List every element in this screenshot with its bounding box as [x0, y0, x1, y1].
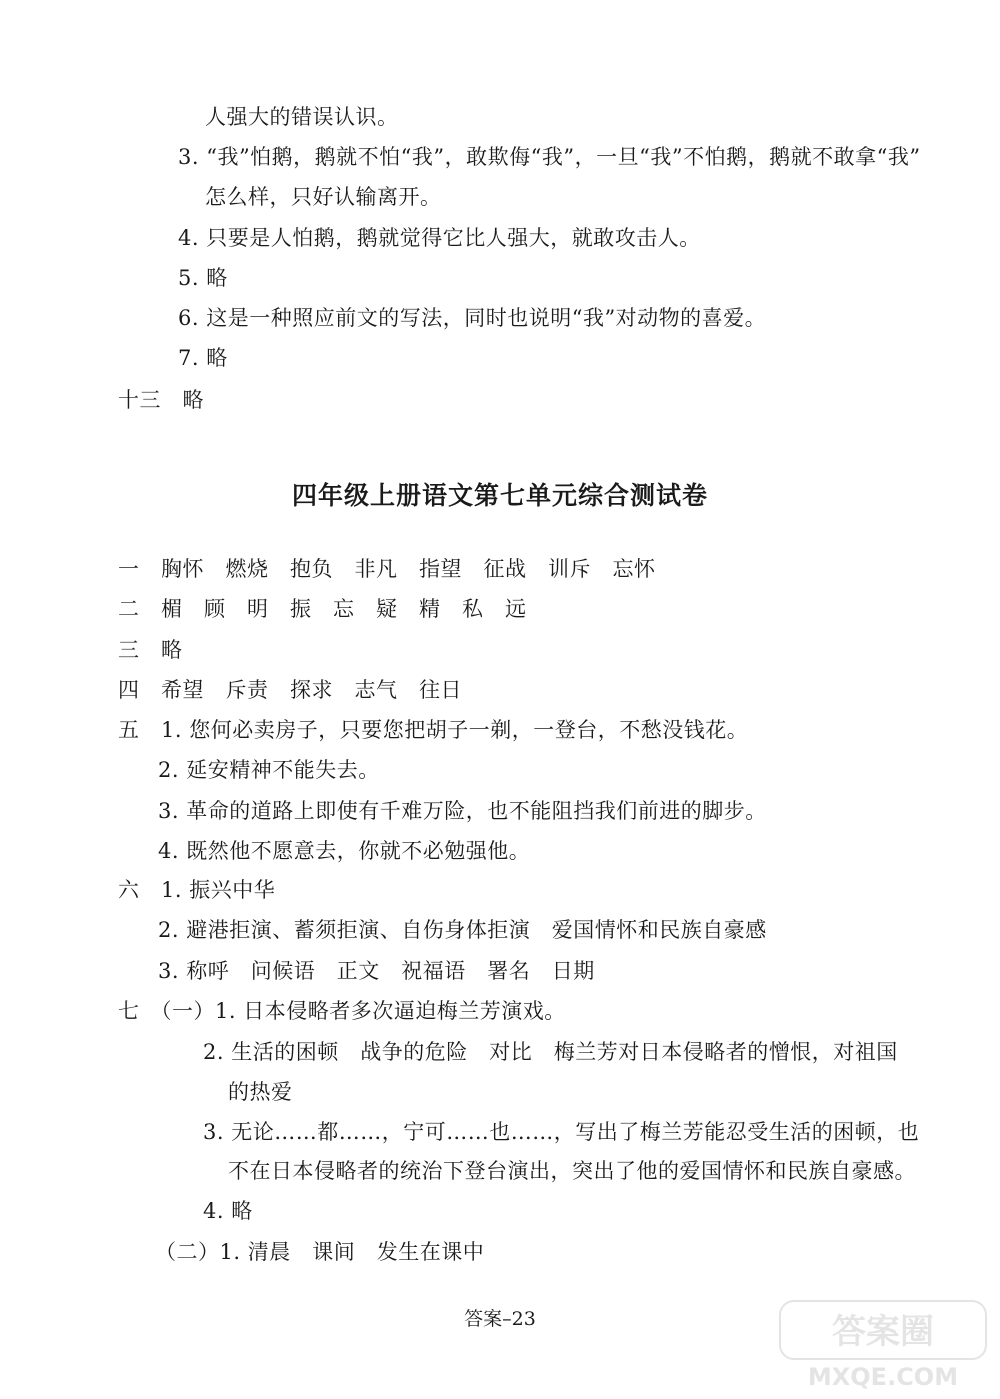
answer-line: 三 略 [118, 638, 183, 662]
answer-line: 2. 避港拒演、蓄须拒演、自伤身体拒演 爱国情怀和民族自豪感 [158, 918, 767, 942]
svg-text:MXQE.COM: MXQE.COM [807, 1363, 959, 1391]
answer-line: 六 1. 振兴中华 [118, 878, 276, 902]
answer-line: 3. 无论……都……，宁可……也……，写出了梅兰芳能忍受生活的困顿，也 [203, 1120, 920, 1144]
answer-line: 七 （一）1. 日本侵略者多次逼迫梅兰芳演戏。 [118, 999, 566, 1023]
answer-line: 3. 革命的道路上即使有千难万险，也不能阻挡我们前进的脚步。 [158, 799, 767, 823]
answer-line: 3. 称呼 问候语 正文 祝福语 署名 日期 [158, 959, 595, 983]
page-number: 答案–23 [464, 1308, 536, 1330]
page-title: 四年级上册语文第七单元综合测试卷 [291, 481, 708, 510]
answer-line: 二 楣 顾 明 振 忘 疑 精 私 远 [118, 597, 527, 621]
answer-line: 五 1. 您何必卖房子，只要您把胡子一剃，一登台，不愁没钱花。 [118, 718, 749, 742]
answer-line: 不在日本侵略者的统治下登台演出，突出了他的爱国情怀和民族自豪感。 [228, 1159, 916, 1183]
answer-line: 四 希望 斥责 探求 志气 往日 [118, 678, 462, 702]
answer-line: （二）1. 清晨 课间 发生在课中 [155, 1240, 485, 1264]
watermark-logo [778, 1299, 988, 1391]
answer-line: 3. “我”怕鹅，鹅就不怕“我”，敢欺侮“我”，一旦“我”不怕鹅，鹅就不敢拿“我” [178, 145, 921, 169]
section-heading-13: 十三 略 [118, 388, 204, 412]
answer-line: 2. 生活的困顿 战争的危险 对比 梅兰芳对日本侵略者的憎恨，对祖国 [203, 1040, 898, 1064]
answer-line: 5. 略 [178, 266, 228, 290]
answer-line: 的热爱 [228, 1080, 293, 1104]
answer-line: 6. 这是一种照应前文的写法，同时也说明“我”对动物的喜爱。 [178, 306, 767, 330]
answer-line: 4. 略 [203, 1199, 253, 1223]
answer-line: 4. 只要是人怕鹅，鹅就觉得它比人强大，就敢攻击人。 [178, 226, 701, 250]
answer-line: 4. 既然他不愿意去，你就不必勉强他。 [158, 839, 531, 863]
answer-line: 怎么样，只好认输离开。 [205, 185, 442, 209]
answer-line: 2. 延安精神不能失去。 [158, 758, 380, 782]
svg-text:答案圈: 答案圈 [832, 1312, 934, 1352]
answer-line: 7. 略 [178, 346, 228, 370]
answer-line: 人强大的错误认识。 [205, 105, 399, 129]
answer-line: 一 胸怀 燃烧 抱负 非凡 指望 征战 训斥 忘怀 [118, 557, 656, 581]
